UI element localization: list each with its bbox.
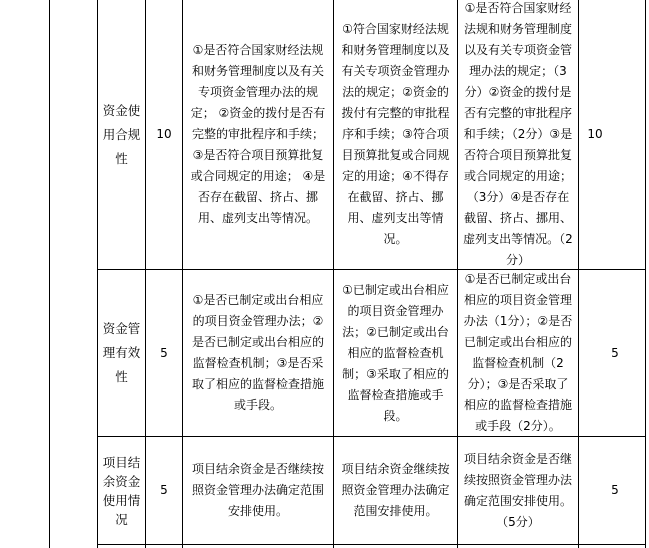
grid-line: [49, 0, 50, 548]
item-name: 项目结余资金使用情况: [102, 454, 141, 527]
item-weight: 10: [156, 127, 172, 141]
grid-line: [97, 544, 646, 545]
item-name: 资金管理有效性: [102, 321, 141, 384]
grid-line: [645, 0, 646, 548]
item-weight: 5: [160, 483, 168, 497]
item-weight: 5: [160, 345, 168, 360]
item-description: ①是否已制定或出台相应的项目资金管理办法；②是否已制定或出台相应的监督检查机制；③是否采取了相应的监督检查措施或手段。: [191, 293, 324, 412]
item-criteria: 项目结余资金继续按照资金管理办法确定范围安排使用。: [341, 462, 450, 518]
item-score: 5: [611, 483, 619, 497]
item-scoring: 项目结余资金是否继续按照资金管理办法确定范围安排使用。（5分）: [463, 451, 572, 529]
item-description: 项目结余资金是否继续按照资金管理办法确定范围安排使用。: [191, 462, 324, 518]
item-name: 资金使用合规性: [102, 102, 141, 166]
item-scoring: ①是否符合国家财经法规和财务管理制度以及有关专项资金管理办法的规定；（3分）②资金的拨付是否有完整的审批程序和手续；（2分）③是否符合项目预算批复或合同规定的用途；（3分）④是否存在截留、挤占、挪用、虚列支出等情况。（2分）: [463, 1, 573, 267]
item-scoring: ①是否已制定或出台相应的项目资金管理办法（1分）；②是否已制定或出台相应的监督检查机制（2分）；③是否采取了相应的监督检查措施或手段（2分）。: [463, 272, 573, 433]
item-score: 5: [611, 345, 619, 360]
item-criteria: ①符合国家财经法规和财务管理制度以及有关专项资金管理办法的规定；②资金的拨付有完整的审批程序和手续；③符合项目预算批复或合同规定的用途；④不得存在截留、挤占、挪用、虚列支出等情况。: [341, 22, 450, 246]
item-criteria: ①已制定或出台相应的项目资金管理办法；②已制定或出台相应的监督检查机制；③采取了相应的监督检查措施或手段。: [342, 282, 449, 423]
item-description: ①是否符合国家财经法规和财务管理制度以及有关专项资金管理办法的规定； ②资金的拨付是否有完整的审批程序和手续；③是否符合项目预算批复或合同规定的用途； ④是否存在截留、挤占、挪用、虚列支出等情况。: [190, 43, 326, 225]
item-score: 10: [587, 127, 603, 141]
